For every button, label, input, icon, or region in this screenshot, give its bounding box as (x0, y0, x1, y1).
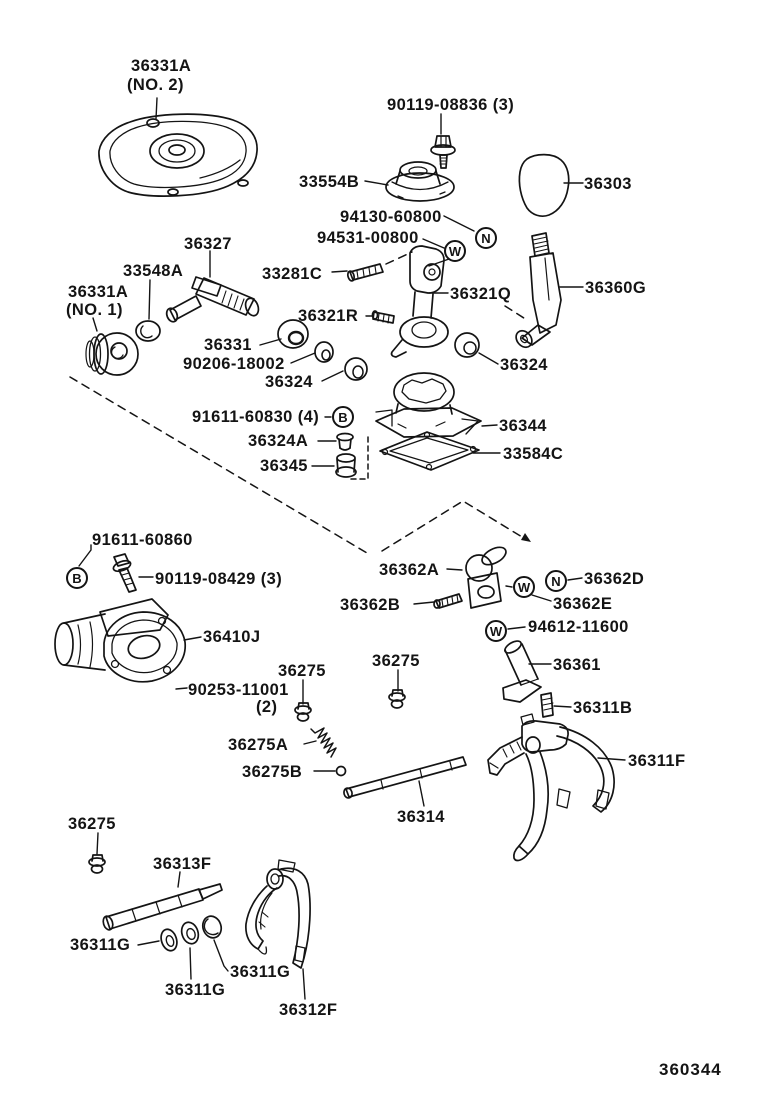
yoke-drawing (466, 544, 509, 608)
ring-90206-drawing (315, 342, 333, 362)
label-pin-36311b: 36311B (573, 699, 633, 717)
snap-ring-1-drawing (158, 927, 179, 953)
label-bolt-90119-08429: 90119-08429 (3) (155, 570, 283, 588)
label-plug-36275-bottom: 36275 (68, 815, 116, 833)
bolt-08429-drawing (112, 554, 136, 592)
label-ring-36311g-3: 36311G (230, 963, 291, 981)
label-washer-94531: 94531-00800 (317, 229, 419, 247)
bolt-top-drawing (431, 136, 455, 168)
lever-cushion-drawing (86, 333, 138, 375)
label-gasket-33584c: 33584C (503, 445, 564, 463)
label-knob-36303: 36303 (584, 175, 632, 193)
cover-plate-drawing (99, 114, 257, 196)
label-ball-36275b: 36275B (242, 763, 303, 781)
shift-lever-rod-drawing (513, 233, 561, 350)
bush-36324a-drawing (337, 434, 353, 451)
label-screw-90253: 90253-11001 (188, 681, 289, 699)
label-ring-33548a: 33548A (123, 262, 184, 280)
label-bolt-91611-60830: 91611-60830 (4) (192, 408, 320, 426)
snap-ring-2-drawing (179, 920, 201, 946)
bellcrank-shaft-drawing (165, 277, 261, 323)
fork-36311f-drawing (488, 714, 614, 861)
detent-plug-mid-drawing (389, 690, 405, 708)
label-screw-90253-qty: (2) (256, 698, 278, 716)
marker-bolt-icon: B (66, 567, 88, 589)
snap-ring-3-drawing (200, 914, 224, 940)
label-ring-90206: 90206-18002 (183, 355, 285, 373)
label-link-36361: 36361 (553, 656, 601, 674)
label-bush-36324a: 36324A (248, 432, 309, 450)
label-fork-36311f: 36311F (628, 752, 686, 770)
shift-knob-drawing (519, 155, 568, 217)
label-pin-36321r: 36321R (298, 307, 359, 325)
label-yoke-36362a: 36362A (379, 561, 440, 579)
label-spring-36275a: 36275A (228, 736, 289, 754)
detent-plug-bottom-drawing (89, 855, 105, 873)
label-shaft-36327: 36327 (184, 235, 232, 253)
gasket-drawing (380, 432, 479, 470)
spring-pin-36362b-drawing (434, 594, 462, 608)
lever-retainer-drawing (376, 373, 481, 437)
shift-rod-drawing (343, 757, 466, 799)
label-washer-36324-right: 36324 (500, 356, 548, 374)
marker-bolt-icon: B (332, 406, 354, 428)
label-fork-36312f: 36312F (279, 1001, 338, 1019)
label-lever-36321q: 36321Q (450, 285, 512, 303)
detent-spring-drawing (311, 728, 336, 757)
label-washer-94612: 94612-11600 (528, 618, 629, 636)
page-number: 360344 (659, 1060, 722, 1079)
detent-plug-left-drawing (295, 703, 311, 721)
spring-pin-33281c-drawing (347, 264, 383, 282)
label-bush-36331: 36331 (204, 336, 252, 354)
dashed-arrowhead (521, 533, 531, 542)
shift-link-drawing (503, 639, 541, 702)
label-rod-36314: 36314 (397, 808, 445, 826)
label-ring-36311g-1: 36311G (70, 936, 131, 954)
label-plug-36275-left: 36275 (278, 662, 326, 680)
label-cushion-36345: 36345 (260, 457, 308, 475)
label-retainer-36344: 36344 (499, 417, 547, 435)
cushion-36345-drawing (336, 454, 356, 477)
label-rod-36360g: 36360G (585, 279, 647, 297)
label-shaft-36313f: 36313F (153, 855, 212, 873)
actuator-drawing (55, 599, 185, 682)
label-cushion-no1-line1: 36331A (68, 283, 129, 301)
label-plug-36275-mid: 36275 (372, 652, 420, 670)
label-boot-33554b: 33554B (299, 173, 360, 191)
marker-washer-icon: W (485, 620, 507, 642)
label-nut-36362d: 36362D (584, 570, 645, 588)
spring-pin-36321r-drawing (373, 311, 395, 323)
label-cover-no2-line2: (NO. 2) (127, 76, 184, 94)
label-washer-36324-left: 36324 (265, 373, 313, 391)
snap-ring-33548a-drawing (136, 321, 160, 341)
washer-36324-right-drawing (455, 333, 479, 357)
label-bolt-90119-08836: 90119-08836 (3) (387, 96, 515, 114)
marker-washer-icon: W (513, 576, 535, 598)
fork-36312f-drawing (246, 860, 310, 968)
label-cover-no2-line1: 36331A (131, 57, 192, 75)
label-ring-36311g-2: 36311G (165, 981, 226, 999)
label-bolt-91611-60860: 91611-60860 (92, 531, 193, 549)
detent-ball-drawing (337, 767, 346, 776)
label-actuator-36410j: 36410J (203, 628, 261, 646)
label-cushion-no1-line2: (NO. 1) (66, 301, 123, 319)
label-pin-33281c: 33281C (262, 265, 323, 283)
label-washer-36362e: 36362E (553, 595, 613, 613)
pin-36311b-drawing (541, 693, 553, 717)
washer-36324-left-drawing (345, 358, 367, 380)
marker-nut-icon: N (475, 227, 497, 249)
label-pin-36362b: 36362B (340, 596, 401, 614)
marker-nut-icon: N (545, 570, 567, 592)
label-nut-94130: 94130-60800 (340, 208, 442, 226)
marker-washer-icon: W (444, 240, 466, 262)
